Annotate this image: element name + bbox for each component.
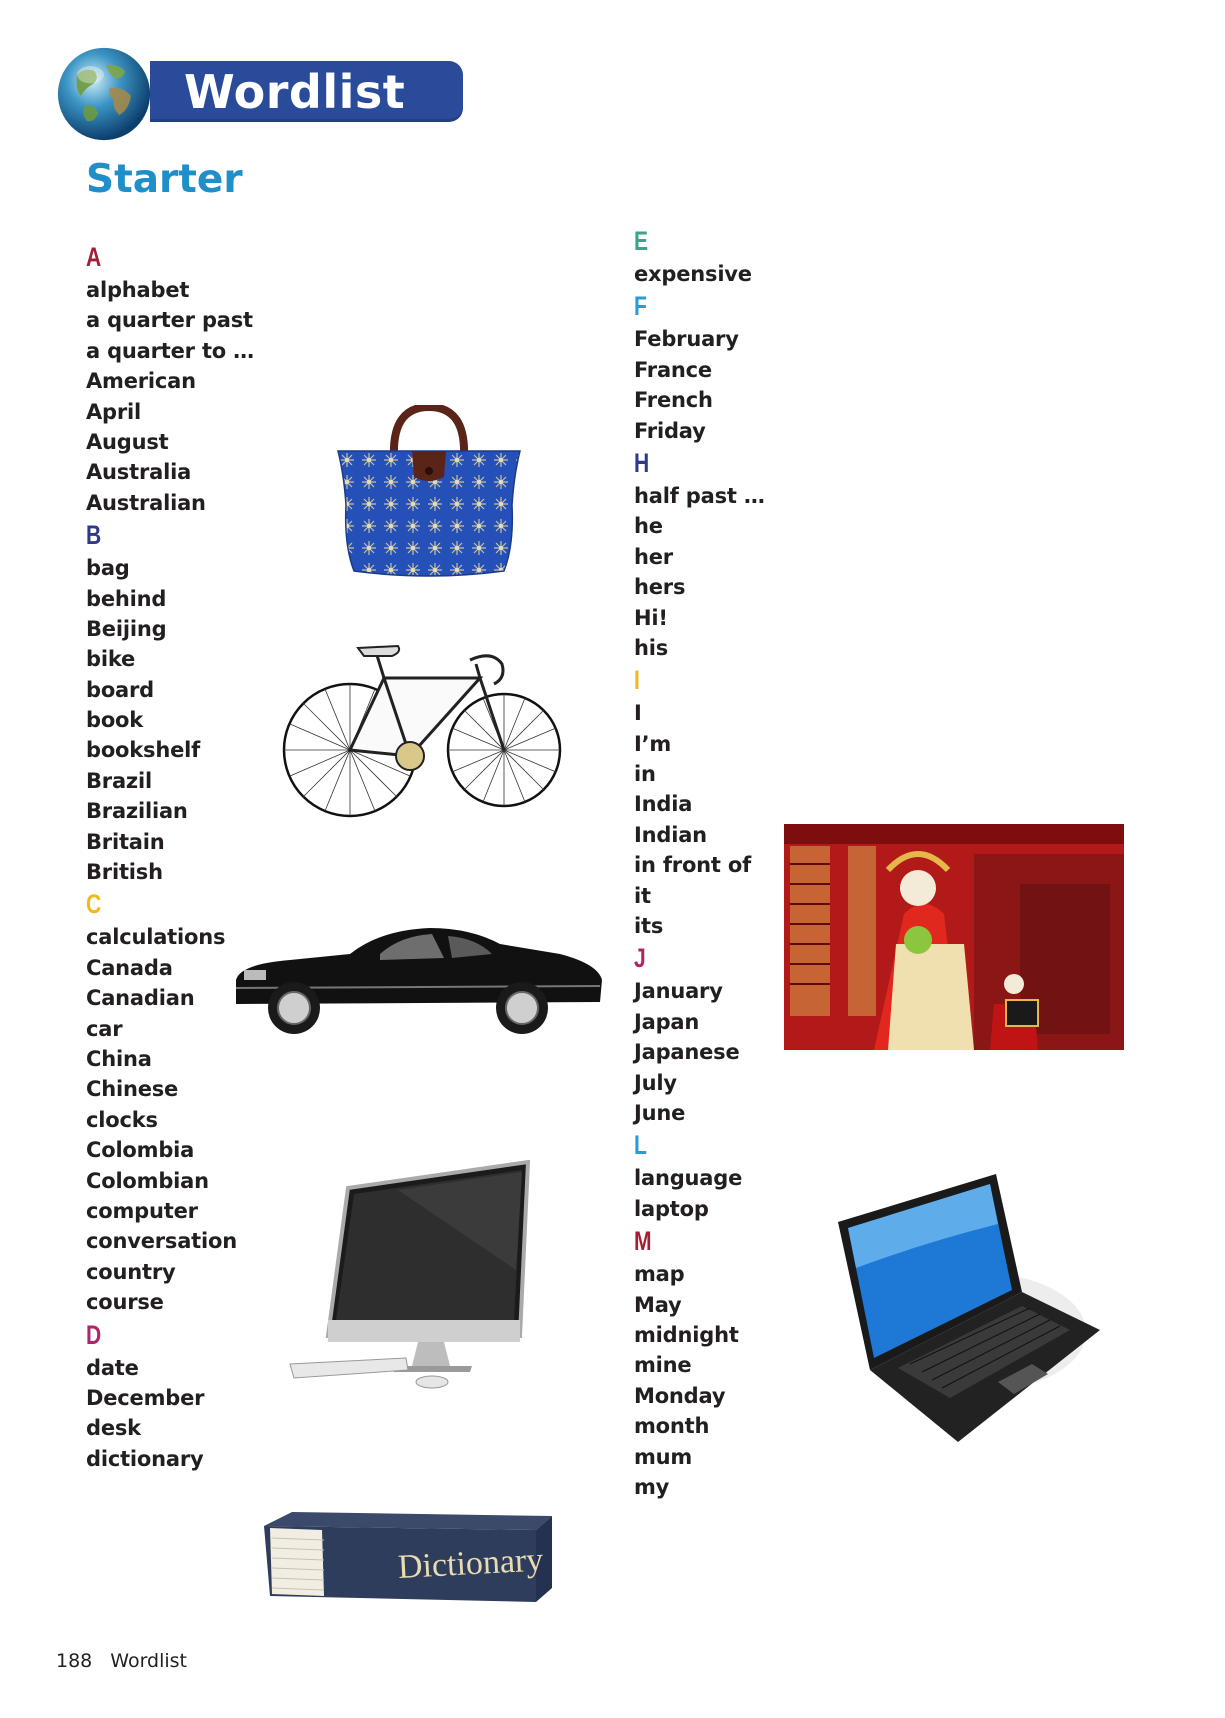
word-item: British [86, 860, 163, 885]
word-item: a quarter to … [86, 338, 254, 363]
word-item: her [634, 544, 673, 569]
word-item: hers [634, 575, 686, 600]
dictionary-spine-label: Dictionary [397, 1541, 545, 1586]
word-item: map [634, 1262, 685, 1287]
letter-group-l [634, 1128, 765, 1224]
letter-heading: M [634, 1226, 652, 1257]
wordlist-column-right [634, 224, 765, 1502]
letter-heading: B [86, 520, 102, 551]
word-item: Brazilian [86, 799, 188, 824]
word-item: date [86, 1355, 139, 1380]
kabuki-image [784, 824, 1124, 1050]
letter-group-j [634, 941, 765, 1128]
word-item: Chinese [86, 1077, 179, 1102]
word-item: country [86, 1259, 176, 1284]
page-title: Wordlist [184, 65, 406, 119]
word-item: his [634, 635, 669, 660]
letter-heading: F [634, 291, 647, 322]
word-item: Monday [634, 1383, 726, 1408]
word-item: French [634, 388, 713, 413]
word-item: Japanese [634, 1040, 740, 1065]
letter-group-a [86, 240, 254, 518]
letter-heading: C [86, 889, 102, 920]
word-item: American [86, 369, 196, 394]
word-item: it [634, 883, 651, 908]
word-item: car [86, 1016, 123, 1041]
word-item: my [634, 1474, 670, 1499]
word-item: January [634, 979, 723, 1004]
letter-heading: H [634, 447, 650, 478]
footer-label: Wordlist [110, 1650, 188, 1672]
word-item: dictionary [86, 1446, 204, 1471]
letter-group-b [86, 518, 254, 887]
letter-heading: I [634, 665, 640, 696]
letter-heading: A [86, 242, 102, 272]
word-item: book [86, 708, 144, 733]
word-item: laptop [634, 1196, 709, 1221]
word-item: France [634, 357, 712, 382]
word-item: bookshelf [86, 738, 201, 763]
dictionary-image [262, 1508, 554, 1604]
word-item: bike [86, 647, 136, 672]
letter-group-i [634, 663, 765, 941]
word-item: behind [86, 586, 167, 611]
word-item: Japan [634, 1009, 700, 1034]
word-item: alphabet [86, 278, 190, 302]
word-item: Indian [634, 822, 707, 847]
letter-group-e [634, 224, 765, 289]
word-item: board [86, 677, 155, 702]
word-item: bag [86, 556, 130, 581]
word-item: mum [634, 1444, 693, 1469]
bike-image [280, 638, 565, 820]
globe-icon [56, 46, 152, 142]
letter-heading: D [86, 1319, 102, 1350]
word-item: June [634, 1100, 686, 1125]
bag-image [336, 405, 522, 577]
word-item: I’m [634, 731, 672, 756]
letter-group-d [86, 1318, 254, 1475]
word-item: April [86, 399, 142, 424]
word-item: month [634, 1414, 710, 1439]
word-item: China [86, 1046, 152, 1071]
car-image [230, 924, 606, 1036]
word-item: conversation [86, 1229, 237, 1254]
page-footer [56, 1650, 187, 1672]
letter-heading: L [634, 1130, 647, 1161]
letter-heading: E [634, 226, 649, 256]
word-item: desk [86, 1416, 141, 1441]
word-item: clocks [86, 1107, 158, 1132]
word-item: July [634, 1070, 677, 1095]
word-item: Hi! [634, 605, 668, 630]
word-item: its [634, 914, 664, 939]
word-item: Beijing [86, 616, 167, 641]
word-item: he [634, 514, 663, 539]
word-item: Britain [86, 829, 165, 854]
word-item: Colombia [86, 1138, 195, 1163]
word-item: India [634, 792, 693, 817]
word-item: in [634, 762, 656, 787]
word-item: August [86, 429, 169, 454]
section-title: Starter [86, 157, 243, 202]
word-item: half past … [634, 483, 765, 508]
word-item: language [634, 1166, 743, 1191]
laptop-image [826, 1172, 1102, 1444]
letter-group-c [86, 887, 254, 1317]
word-item: Colombian [86, 1168, 209, 1193]
word-item: Canada [86, 955, 173, 980]
word-item: course [86, 1290, 164, 1315]
word-item: February [634, 327, 739, 352]
word-item: Australian [86, 490, 206, 515]
word-item: May [634, 1292, 682, 1317]
word-item: Canadian [86, 986, 195, 1011]
word-item: I [634, 701, 642, 726]
computer-image [288, 1160, 532, 1390]
wordlist-column-left [86, 240, 254, 1474]
word-item: Australia [86, 460, 192, 485]
word-item: mine [634, 1353, 692, 1378]
word-item: computer [86, 1198, 198, 1223]
word-item: December [86, 1385, 205, 1410]
letter-group-m [634, 1224, 765, 1502]
word-item: midnight [634, 1322, 739, 1347]
word-item: Friday [634, 418, 706, 443]
letter-group-f [634, 289, 765, 446]
letter-group-h [634, 446, 765, 663]
word-item: expensive [634, 262, 752, 286]
page-number: 188 [56, 1650, 93, 1672]
word-item: calculations [86, 925, 226, 950]
word-item: Brazil [86, 768, 152, 793]
word-item: a quarter past [86, 308, 253, 333]
word-item: in front of [634, 853, 752, 878]
letter-heading: J [634, 943, 646, 974]
